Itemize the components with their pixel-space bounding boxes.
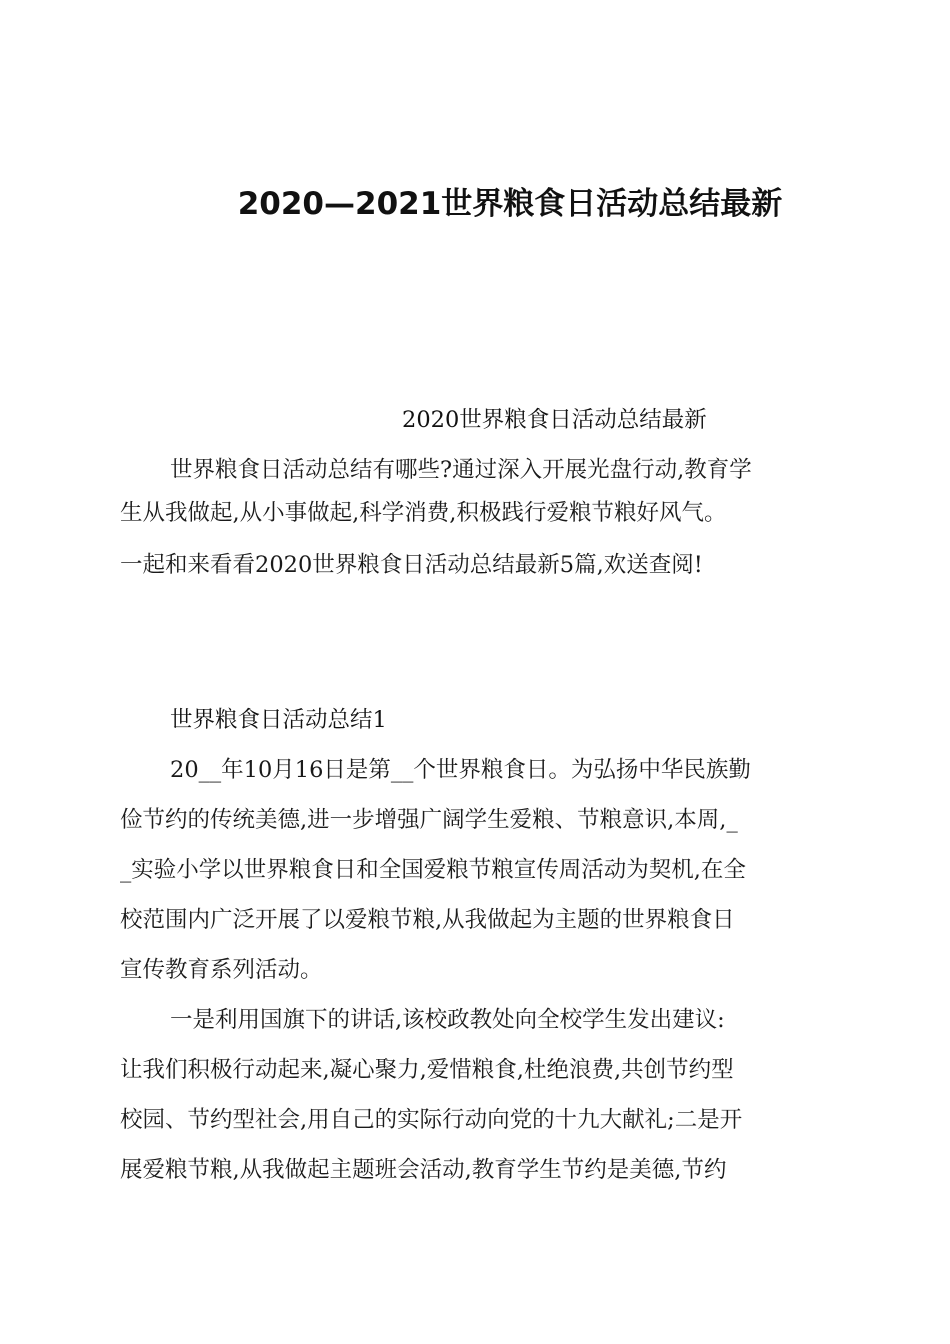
intro-line: 一起和来看看2020世界粮食日活动总结最新5篇,欢送查阅! [120, 552, 703, 578]
paragraph-line: 让我们积极行动起来,凝心聚力,爱惜粮食,杜绝浪费,共创节约型 [120, 1057, 734, 1083]
intro-line: 生从我做起,从小事做起,科学消费,积极践行爱粮节粮好风气。 [120, 500, 727, 526]
document-title: 2020—2021世界粮食日活动总结最新 [237, 186, 783, 222]
paragraph-line: 20__年10月16日是第__个世界粮食日。为弘扬中华民族勤 [170, 757, 751, 783]
document-subtitle: 2020世界粮食日活动总结最新 [402, 407, 707, 433]
section-heading: 世界粮食日活动总结1 [170, 707, 387, 733]
paragraph-line: 宣传教育系列活动。 [120, 957, 323, 983]
intro-line: 世界粮食日活动总结有哪些?通过深入开展光盘行动,教育学 [170, 457, 752, 483]
paragraph-line: _实验小学以世界粮食日和全国爱粮节粮宣传周活动为契机,在全 [120, 857, 746, 883]
paragraph-line: 校范围内广泛开展了以爱粮节粮,从我做起为主题的世界粮食日 [120, 907, 735, 933]
paragraph-line: 校园、节约型社会,用自己的实际行动向党的十九大献礼;二是开 [120, 1107, 743, 1133]
paragraph-line: 俭节约的传统美德,进一步增强广阔学生爱粮、节粮意识,本周,_ [120, 807, 738, 833]
paragraph-line: 展爱粮节粮,从我做起主题班会活动,教育学生节约是美德,节约 [120, 1157, 727, 1183]
paragraph-line: 一是利用国旗下的讲话,该校政教处向全校学生发出建议: [170, 1007, 725, 1033]
